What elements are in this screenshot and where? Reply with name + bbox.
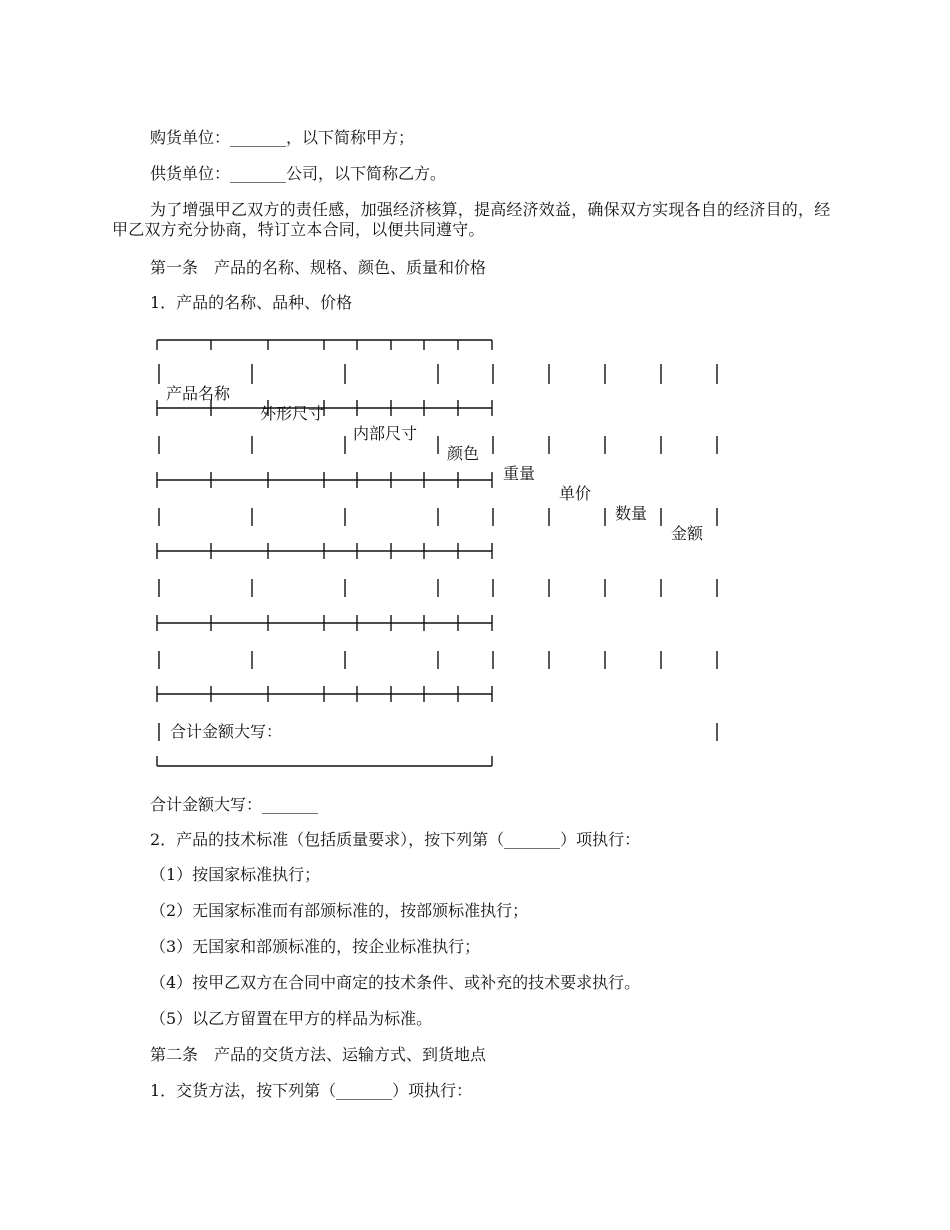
header-quantity: 数量 <box>615 504 648 523</box>
item-2-option-5: （5）以乙方留置在甲方的样品为标准。 <box>150 1009 433 1028</box>
product-table <box>150 330 730 770</box>
seller-line: 供货单位：_______公司，以下简称乙方。 <box>150 164 447 183</box>
table-header-row <box>0 364 704 564</box>
header-unit-price: 单价 <box>559 484 592 503</box>
item-2-option-4: （4）按甲乙双方在合同中商定的技术条件、或补充的技术要求执行。 <box>150 973 641 992</box>
header-color: 颜色 <box>447 444 480 463</box>
item-2-heading: 2．产品的技术标准（包括质量要求），按下列第（_______）项执行： <box>150 830 641 849</box>
row-separator-4 <box>157 615 492 631</box>
item-2-option-2: （2）无国家标准而有部颁标准的，按部颁标准执行； <box>150 901 529 920</box>
item-1-heading: 1．产品的名称、品种、价格 <box>150 293 353 312</box>
empty-row-3 <box>159 579 717 597</box>
article-2-title: 第二条 产品的交货方法、运输方式、到货地点 <box>150 1045 487 1064</box>
row-separator-2 <box>157 472 492 488</box>
table-bottom-border <box>157 756 492 766</box>
buyer-line: 购货单位：_______，以下简称甲方； <box>150 128 415 147</box>
header-amount: 金额 <box>671 524 704 543</box>
header-outer-size: 外形尺寸 <box>260 404 325 423</box>
item-2-option-3: （3）无国家和部颁标准的，按企业标准执行； <box>150 937 481 956</box>
intro-paragraph: 为了增强甲乙双方的责任感，加强经济核算，提高经济效益，确保双方实现各自的经济目的，经甲乙双方充分协商，特订立本合同，以便共同遵守。 <box>112 200 831 239</box>
empty-row-4 <box>159 651 717 669</box>
article-1-title: 第一条 产品的名称、规格、颜色、质量和价格 <box>150 258 487 277</box>
empty-row-1 <box>159 436 717 454</box>
item-2-option-1: （1）按国家标准执行； <box>150 865 321 884</box>
row-separator-3 <box>157 543 492 559</box>
header-product-name: 产品名称 <box>166 384 231 403</box>
header-weight: 重量 <box>503 464 536 483</box>
header-inner-size: 内部尺寸 <box>353 424 418 443</box>
article-2-item-1: 1．交货方法，按下列第（_______）项执行： <box>150 1081 473 1100</box>
row-separator-5 <box>157 686 492 702</box>
total-amount-line: 合计金额大写：_______ <box>150 795 319 814</box>
table-total-label: 合计金额大写： <box>170 722 283 741</box>
